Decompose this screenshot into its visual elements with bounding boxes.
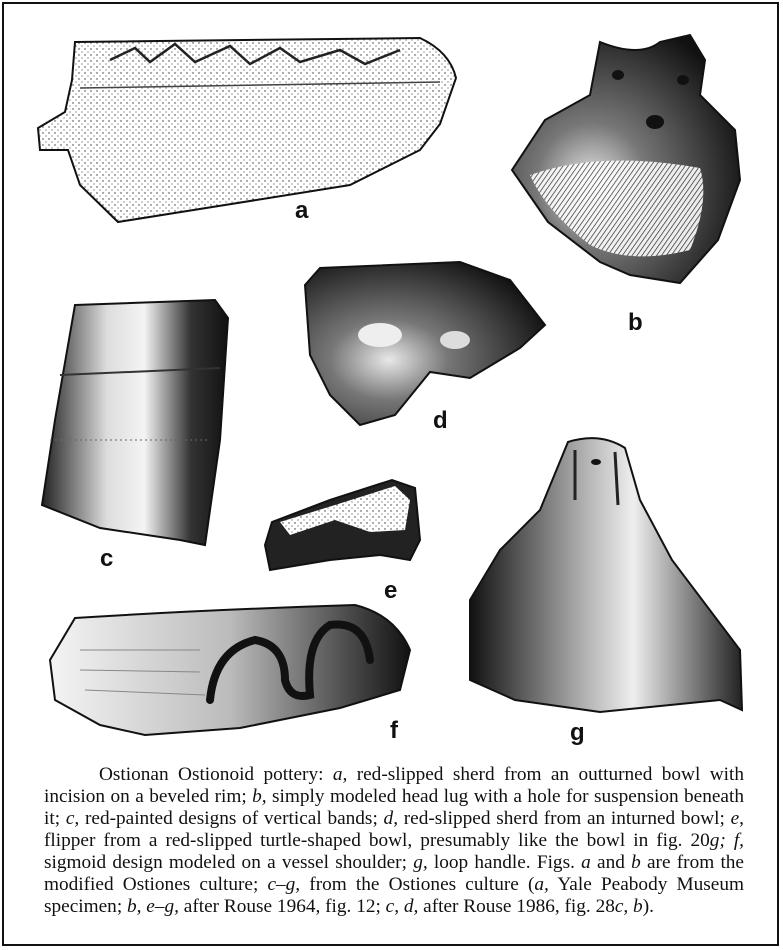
caption-segment: f, — [733, 830, 744, 851]
caption-segment: loop handle. Figs. — [427, 852, 582, 873]
caption-segment: a, — [332, 764, 348, 785]
caption-segment: Ostionan Ostionoid pottery: — [99, 764, 333, 785]
caption-segment: c–g, — [267, 874, 301, 895]
figure-label-a: a — [295, 197, 309, 224]
loop-handle-g-drawing — [470, 438, 742, 712]
caption-segment: red-painted designs of vertical bands; — [79, 808, 384, 829]
sigmoid-sherd-f-drawing — [50, 605, 410, 735]
flipper-e-drawing — [265, 480, 420, 570]
caption-segment: e, — [730, 808, 744, 829]
caption-segment: g, — [413, 852, 428, 873]
figure-label-c: c — [100, 545, 114, 572]
caption-segment: from the Ostiones culture ( — [300, 874, 535, 895]
caption-segment: simply modeled head lug with a hole for suspension beneath it; — [44, 786, 744, 829]
caption-segment: after Rouse 1964, fig. 12; — [178, 896, 386, 917]
caption-segment: b, — [252, 786, 267, 807]
caption-segment: d, — [383, 808, 399, 829]
caption-segment: g; — [709, 830, 726, 851]
head-lug-b-drawing — [512, 35, 740, 283]
figure-label-e: e — [384, 577, 398, 604]
caption-segment: and — [590, 852, 632, 873]
caption-segment: are from the modified Ostiones culture; — [44, 852, 744, 895]
caption-segment: a — [581, 852, 591, 873]
caption-segment: c, b — [614, 896, 643, 917]
caption-segment: flipper from a red-slipped turtle-shaped bowl, presumably like the bowl in fig. 20 — [44, 830, 710, 851]
caption-segment: c, — [65, 808, 80, 829]
caption-segment: b — [631, 852, 641, 873]
caption-paragraph — [44, 764, 744, 918]
caption-segment: red-slipped sherd from an outturned bowl with incision on a beveled rim; — [44, 764, 744, 807]
figure-label-b: b — [628, 309, 643, 336]
figure-caption — [44, 764, 744, 918]
caption-segment: sigmoid design modeled on a vessel shoulder; — [44, 852, 414, 873]
painted-sherd-c-drawing — [42, 300, 228, 545]
caption-segment: c, d, — [385, 896, 419, 917]
caption-segment: ). — [642, 896, 654, 917]
caption-segment: a, — [534, 874, 549, 895]
caption-segment: Yale Peabody Museum specimen; — [44, 874, 744, 917]
figure-label-g: g — [570, 719, 585, 746]
sherd-d-drawing — [305, 262, 545, 425]
figure-label-d: d — [433, 407, 448, 434]
caption-segment: red-slipped sherd from an inturned bowl; — [398, 808, 731, 829]
sherd-a-drawing — [38, 38, 456, 222]
caption-segment — [726, 830, 734, 851]
caption-segment: after Rouse 1986, fig. 28 — [418, 896, 615, 917]
caption-segment: b, e–g, — [127, 896, 179, 917]
figure-label-f: f — [390, 717, 398, 744]
